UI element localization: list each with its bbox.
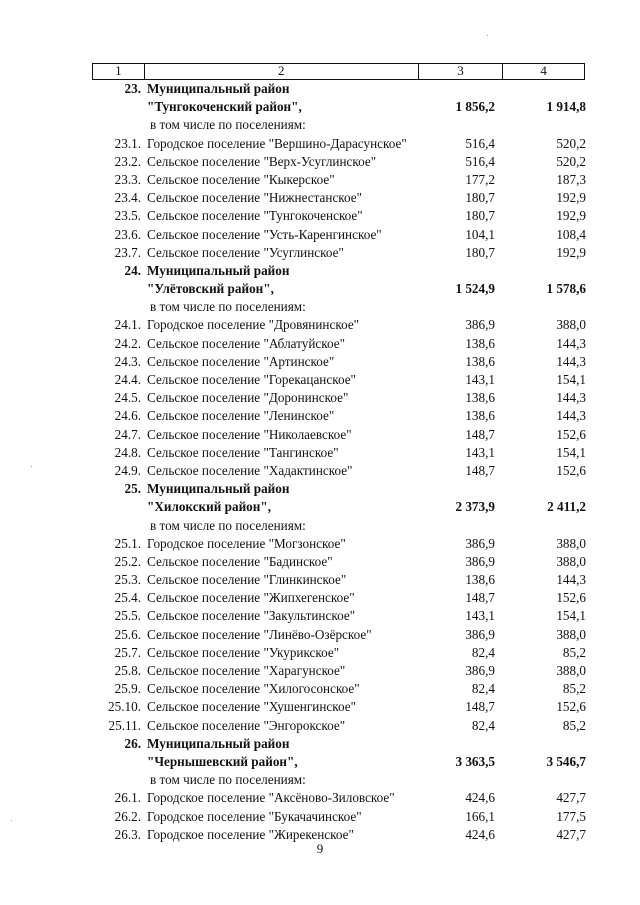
- page-number: 9: [316, 841, 324, 856]
- header-col-1: 1: [93, 64, 145, 79]
- row-number: 23.7.: [114, 244, 141, 260]
- row-name: Сельское поселение "Тунгокоченское": [147, 208, 363, 224]
- row-number: 24.4.: [114, 372, 141, 387]
- row-name: Городское поселение "Жирекенское": [147, 826, 354, 842]
- value-col-3: 82,4: [471, 681, 495, 697]
- value-col-3: 180,7: [465, 190, 495, 206]
- value-col-4: 427,7: [556, 790, 586, 806]
- subheading-row: [0, 771, 640, 789]
- value-col-3: 148,7: [465, 590, 495, 606]
- value-col-4: 154,1: [556, 372, 586, 387]
- value-col-3: 3 363,5: [455, 753, 495, 769]
- table-row: [0, 808, 640, 826]
- table-row: [0, 153, 640, 171]
- value-col-4: 1 914,8: [546, 99, 586, 115]
- row-name: Сельское поселение "Артинское": [147, 353, 335, 369]
- table-row: [0, 244, 640, 262]
- district-heading-row: [0, 80, 640, 98]
- table-row: [0, 589, 640, 607]
- row-name: Сельское поселение "Кыкерское": [147, 171, 335, 187]
- district-heading-row: [0, 280, 640, 298]
- row-number: 26.: [124, 735, 141, 751]
- row-name: в том числе по поселениям:: [150, 517, 306, 533]
- table-row: [0, 407, 640, 425]
- value-col-4: 152,6: [556, 462, 586, 478]
- value-col-3: 424,6: [465, 790, 495, 806]
- row-name: Муниципальный район: [147, 262, 290, 278]
- table-row: [0, 135, 640, 153]
- value-col-3: 180,7: [465, 208, 495, 224]
- value-col-4: 520,2: [556, 135, 586, 151]
- row-name: Сельское поселение "Глинкинское": [147, 572, 347, 588]
- value-col-3: 148,7: [465, 462, 495, 478]
- row-name: Сельское поселение "Харагунское": [147, 663, 346, 678]
- value-col-4: 388,0: [556, 626, 586, 642]
- row-name: в том числе по поселениям:: [150, 299, 306, 315]
- header-col-4: 4: [540, 63, 547, 78]
- value-col-4: 152,6: [556, 426, 586, 442]
- table-row: [0, 571, 640, 589]
- value-col-4: 427,7: [556, 826, 586, 842]
- row-name: Сельское поселение "Николаевское": [147, 426, 352, 442]
- district-heading-row: [0, 480, 640, 498]
- value-col-3: 143,1: [465, 444, 495, 460]
- table-row: [0, 207, 640, 225]
- row-number: 23.5.: [114, 208, 141, 224]
- row-name: Городское поселение "Вершино-Дарасунское": [147, 135, 407, 151]
- value-col-3: 148,7: [465, 699, 495, 715]
- table-row: [0, 644, 640, 662]
- value-col-4: 388,0: [556, 553, 586, 569]
- value-col-4: 85,2: [562, 644, 586, 660]
- table-row: [0, 535, 640, 553]
- value-col-4: 3 546,7: [546, 753, 586, 769]
- value-col-3: 1 524,9: [455, 281, 495, 297]
- row-name: Сельское поселение "Ленинское": [147, 408, 335, 424]
- row-number: 23.2.: [114, 153, 141, 169]
- table-row: [0, 607, 640, 625]
- row-name: Сельское поселение "Верх-Усуглинское": [147, 153, 377, 169]
- table-row: [0, 226, 640, 244]
- row-name: Городское поселение "Букачачинское": [147, 808, 362, 824]
- value-col-3: 386,9: [465, 626, 495, 642]
- value-col-3: 386,9: [465, 553, 495, 569]
- row-name: Городское поселение "Дровянинское": [147, 317, 360, 333]
- table-row: [0, 553, 640, 571]
- table-row: [0, 680, 640, 698]
- value-col-3: 143,1: [465, 372, 495, 387]
- scan-speck: [11, 820, 12, 821]
- row-number: 25.: [124, 481, 141, 497]
- value-col-3: 138,6: [465, 353, 495, 369]
- row-number: 24.5.: [114, 390, 141, 406]
- row-number: 25.7.: [114, 644, 141, 660]
- row-name: Сельское поселение "Закультинское": [147, 608, 356, 624]
- row-name: Городское поселение "Аксёново-Зиловское": [147, 790, 395, 806]
- value-col-4: 144,3: [556, 408, 586, 424]
- row-number: 23.: [124, 81, 141, 96]
- row-number: 26.3.: [114, 826, 141, 842]
- value-col-3: 386,9: [465, 317, 495, 333]
- row-number: 25.2.: [114, 553, 141, 569]
- row-number: 25.10.: [108, 699, 141, 715]
- value-col-3: 138,6: [465, 335, 495, 351]
- district-heading-row: [0, 753, 640, 771]
- row-number: 24.3.: [114, 353, 141, 369]
- row-number: 26.2.: [114, 808, 141, 824]
- table-row: [0, 189, 640, 207]
- value-col-4: 85,2: [562, 681, 586, 697]
- row-number: 25.9.: [114, 681, 141, 697]
- value-col-4: 1 578,6: [546, 281, 586, 297]
- row-name: "Улётовский район",: [147, 281, 274, 297]
- row-number: 25.6.: [114, 626, 141, 642]
- value-col-3: 82,4: [471, 644, 495, 660]
- value-col-4: 85,2: [562, 717, 586, 733]
- value-col-4: 144,3: [556, 390, 586, 406]
- row-number: 25.3.: [114, 572, 141, 588]
- table-row: [0, 444, 640, 462]
- value-col-3: 104,1: [465, 226, 495, 242]
- row-name: Муниципальный район: [147, 735, 290, 751]
- value-col-3: 386,9: [465, 535, 495, 551]
- row-number: 24.: [124, 262, 141, 278]
- value-col-3: 386,9: [465, 663, 495, 678]
- district-heading-row: [0, 735, 640, 753]
- value-col-3: 138,6: [465, 408, 495, 424]
- row-name: Сельское поселение "Доронинское": [147, 390, 349, 406]
- value-col-4: 187,3: [556, 171, 586, 187]
- value-col-4: 388,0: [556, 535, 586, 551]
- subheading-row: [0, 517, 640, 535]
- table-row: [0, 371, 640, 389]
- row-number: 23.4.: [114, 190, 141, 206]
- row-name: Муниципальный район: [147, 481, 290, 497]
- value-col-4: 2 411,2: [547, 499, 586, 515]
- value-col-3: 143,1: [465, 608, 495, 624]
- row-number: 24.9.: [114, 462, 141, 478]
- row-name: "Тунгокоченский район",: [147, 99, 302, 115]
- table-row: [0, 789, 640, 807]
- table-row: [0, 662, 640, 680]
- row-name: Сельское поселение "Хилогосонское": [147, 681, 360, 697]
- value-col-4: 152,6: [556, 590, 586, 606]
- row-number: 25.8.: [114, 663, 141, 678]
- value-col-3: 138,6: [465, 390, 495, 406]
- subheading-row: [0, 298, 640, 316]
- row-number: 26.1.: [114, 790, 141, 806]
- row-name: Сельское поселение "Усуглинское": [147, 244, 344, 260]
- scan-speck: [31, 466, 32, 467]
- value-col-4: 192,9: [556, 244, 586, 260]
- row-name: в том числе по поселениям:: [150, 772, 306, 788]
- row-name: Сельское поселение "Хушенгинское": [147, 699, 356, 715]
- table-row: [0, 335, 640, 353]
- row-name: Сельское поселение "Бадинское": [147, 553, 333, 569]
- scan-speck: [487, 35, 488, 36]
- row-name: Сельское поселение "Аблатуйское": [147, 335, 345, 351]
- value-col-3: 177,2: [465, 171, 495, 187]
- row-name: Сельское поселение "Нижнестанское": [147, 190, 363, 206]
- value-col-4: 144,3: [556, 572, 586, 588]
- row-number: 24.7.: [114, 426, 141, 442]
- row-name: Сельское поселение "Горекацанское": [147, 372, 356, 387]
- row-number: 25.5.: [114, 608, 141, 624]
- row-name: Городское поселение "Могзонское": [147, 535, 346, 551]
- row-name: в том числе по поселениям:: [150, 117, 306, 133]
- row-number: 24.6.: [114, 408, 141, 424]
- table-row: [0, 698, 640, 716]
- row-name: Сельское поселение "Жипхегенское": [147, 590, 355, 606]
- subheading-row: [0, 116, 640, 134]
- value-col-4: 177,5: [556, 808, 586, 824]
- row-number: 23.1.: [114, 135, 141, 151]
- row-number: 23.3.: [114, 171, 141, 187]
- table-row: [0, 353, 640, 371]
- row-name: Сельское поселение "Хадактинское": [147, 462, 353, 478]
- table-row: [0, 462, 640, 480]
- value-col-4: 152,6: [556, 699, 586, 715]
- row-number: 24.1.: [114, 317, 141, 333]
- row-number: 23.6.: [114, 226, 141, 242]
- value-col-3: 424,6: [465, 826, 495, 842]
- row-name: "Чернышевский район",: [147, 753, 298, 769]
- value-col-3: 516,4: [465, 135, 495, 151]
- table-header: [92, 63, 585, 80]
- table-row: [0, 626, 640, 644]
- district-heading-row: [0, 262, 640, 280]
- table-row: [0, 717, 640, 735]
- row-name: "Хилокский район",: [147, 499, 271, 515]
- value-col-4: 192,9: [556, 190, 586, 206]
- row-number: 24.2.: [114, 335, 141, 351]
- table-row: [0, 316, 640, 334]
- value-col-3: 180,7: [465, 244, 495, 260]
- value-col-3: 2 373,9: [455, 499, 495, 515]
- value-col-3: 1 856,2: [455, 99, 495, 115]
- row-name: Сельское поселение "Линёво-Озёрское": [147, 626, 372, 642]
- table-row: [0, 171, 640, 189]
- row-name: Муниципальный район: [147, 81, 290, 96]
- value-col-3: 138,6: [465, 572, 495, 588]
- row-name: Сельское поселение "Тангинское": [147, 444, 339, 460]
- row-number: 25.1.: [114, 535, 141, 551]
- row-name: Сельское поселение "Усть-Каренгинское": [147, 226, 382, 242]
- value-col-3: 82,4: [471, 717, 495, 733]
- row-number: 25.4.: [114, 590, 141, 606]
- value-col-4: 144,3: [556, 353, 586, 369]
- table-row: [0, 426, 640, 444]
- value-col-4: 192,9: [556, 208, 586, 224]
- value-col-3: 516,4: [465, 153, 495, 169]
- value-col-4: 388,0: [556, 663, 586, 678]
- district-heading-row: [0, 98, 640, 116]
- row-name: Сельское поселение "Энгорокское": [147, 717, 346, 733]
- row-number: 24.8.: [114, 444, 141, 460]
- value-col-4: 520,2: [556, 153, 586, 169]
- value-col-3: 148,7: [465, 426, 495, 442]
- value-col-4: 154,1: [556, 444, 586, 460]
- value-col-4: 144,3: [556, 335, 586, 351]
- value-col-3: 166,1: [465, 808, 495, 824]
- header-col-3: 3: [419, 64, 504, 79]
- table-row: [0, 389, 640, 407]
- row-number: 25.11.: [108, 717, 141, 733]
- value-col-4: 108,4: [556, 226, 586, 242]
- value-col-4: 154,1: [556, 608, 586, 624]
- table-body: [0, 80, 640, 844]
- row-name: Сельское поселение "Укурикское": [147, 644, 340, 660]
- header-col-2: 2: [145, 64, 419, 79]
- district-heading-row: [0, 498, 640, 516]
- value-col-4: 388,0: [556, 317, 586, 333]
